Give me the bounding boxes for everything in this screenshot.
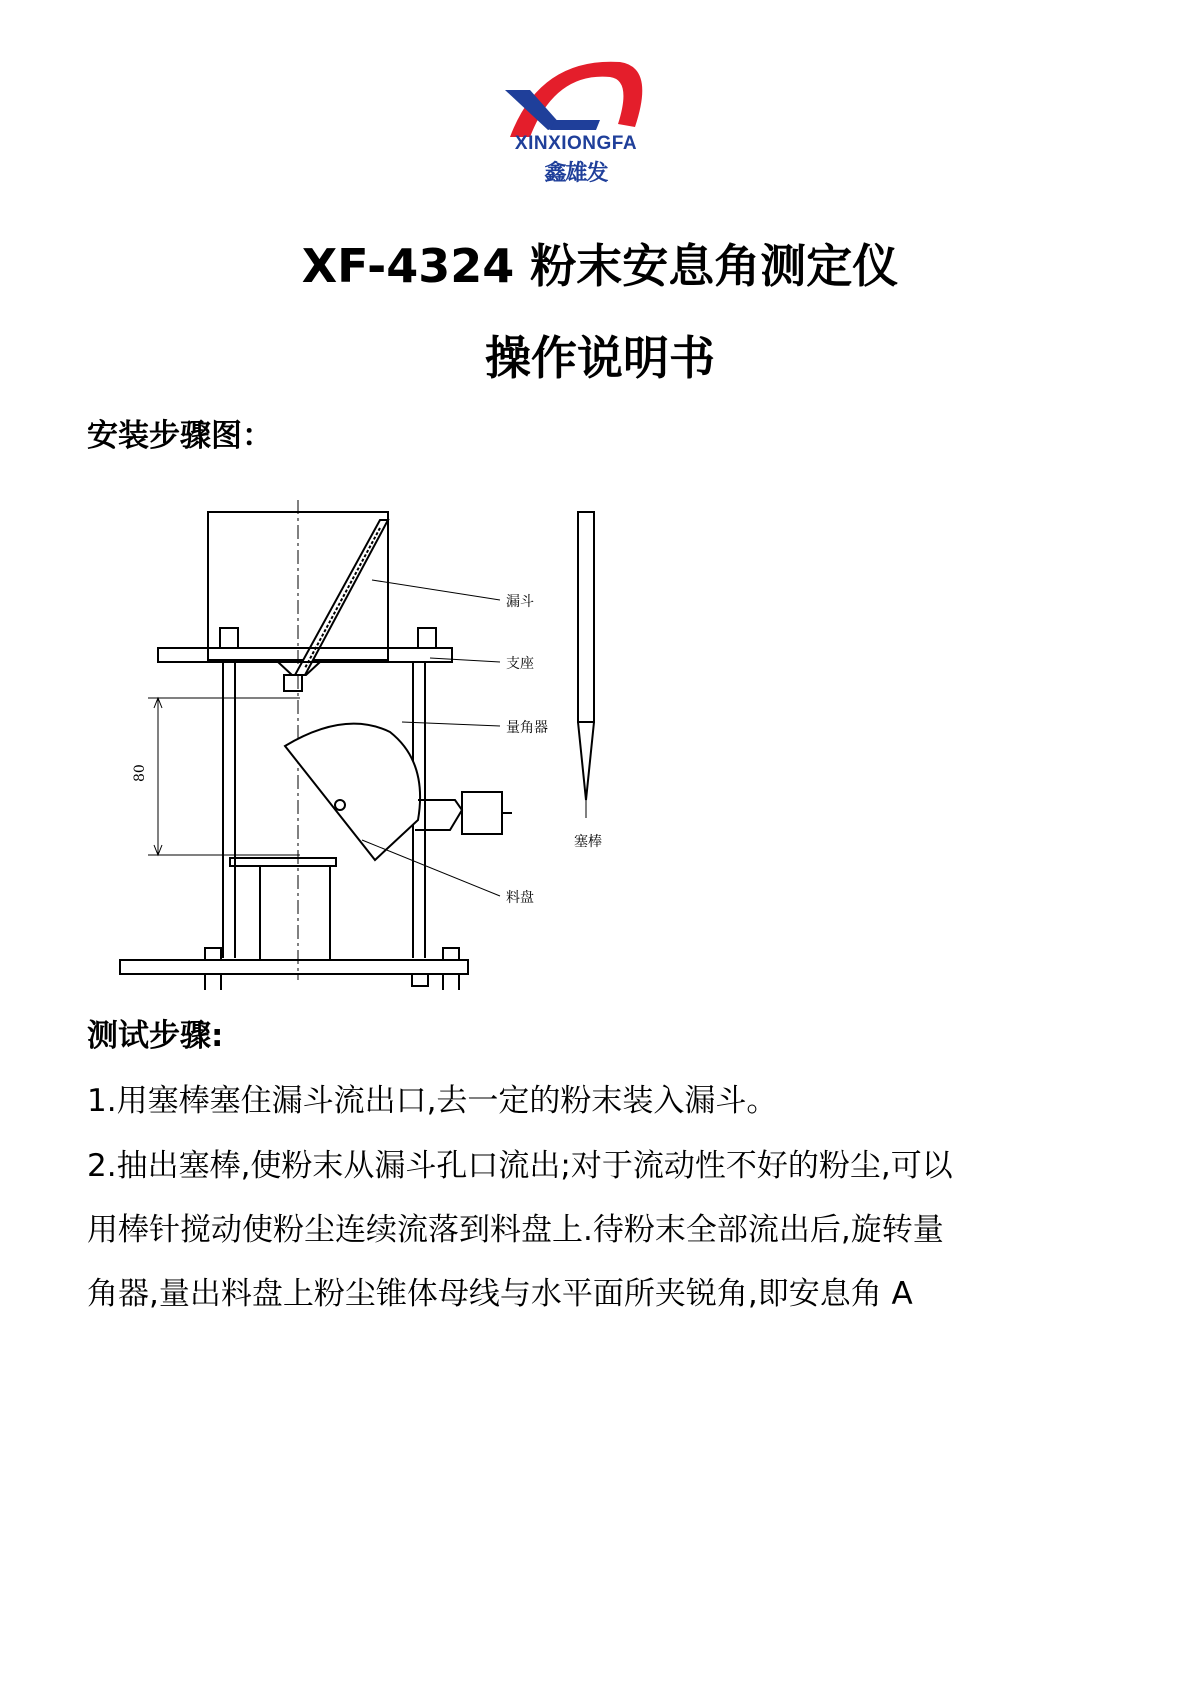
install-heading: 安装步骤图： bbox=[87, 418, 273, 454]
test-step-line: 用棒针搅动使粉尘连续流落到料盘上.待粉末全部流出后,旋转量 bbox=[87, 1212, 944, 1248]
test-heading: 测试步骤: bbox=[87, 1018, 224, 1054]
test-step-line: 2.抽出塞棒,使粉末从漏斗孔口流出;对于流动性不好的粉尘,可以 bbox=[87, 1148, 953, 1184]
logo-brand-en: XINXIONGFA bbox=[514, 133, 638, 154]
base-plate bbox=[120, 960, 468, 974]
protractor-knob bbox=[462, 792, 502, 834]
page-title: XF-4324 粉末安息角测定仪 bbox=[301, 239, 899, 293]
label-plug-rod: 塞棒 bbox=[574, 834, 602, 850]
funnel-wall bbox=[295, 520, 388, 675]
installation-diagram bbox=[110, 500, 690, 990]
label-support: 支座 bbox=[506, 656, 534, 672]
page-subtitle: 操作说明书 bbox=[485, 331, 715, 385]
protractor bbox=[285, 724, 420, 860]
tray-holder bbox=[230, 858, 336, 866]
label-funnel: 漏斗 bbox=[506, 594, 534, 610]
logo-brand-cn: 鑫雄发 bbox=[544, 161, 608, 186]
label-tray: 料盘 bbox=[506, 890, 534, 906]
test-step-line: 角器,量出料盘上粉尘锥体母线与水平面所夹锐角,即安息角 A bbox=[87, 1276, 913, 1312]
label-protractor: 量角器 bbox=[506, 720, 548, 736]
label-dimension: 80 bbox=[132, 764, 148, 782]
logo-blue-bar bbox=[550, 120, 600, 130]
plug-rod bbox=[578, 512, 594, 722]
test-step-line: 1.用塞棒塞住漏斗流出口,去一定的粉末装入漏斗。 bbox=[87, 1083, 778, 1119]
funnel-outlet bbox=[284, 675, 302, 691]
